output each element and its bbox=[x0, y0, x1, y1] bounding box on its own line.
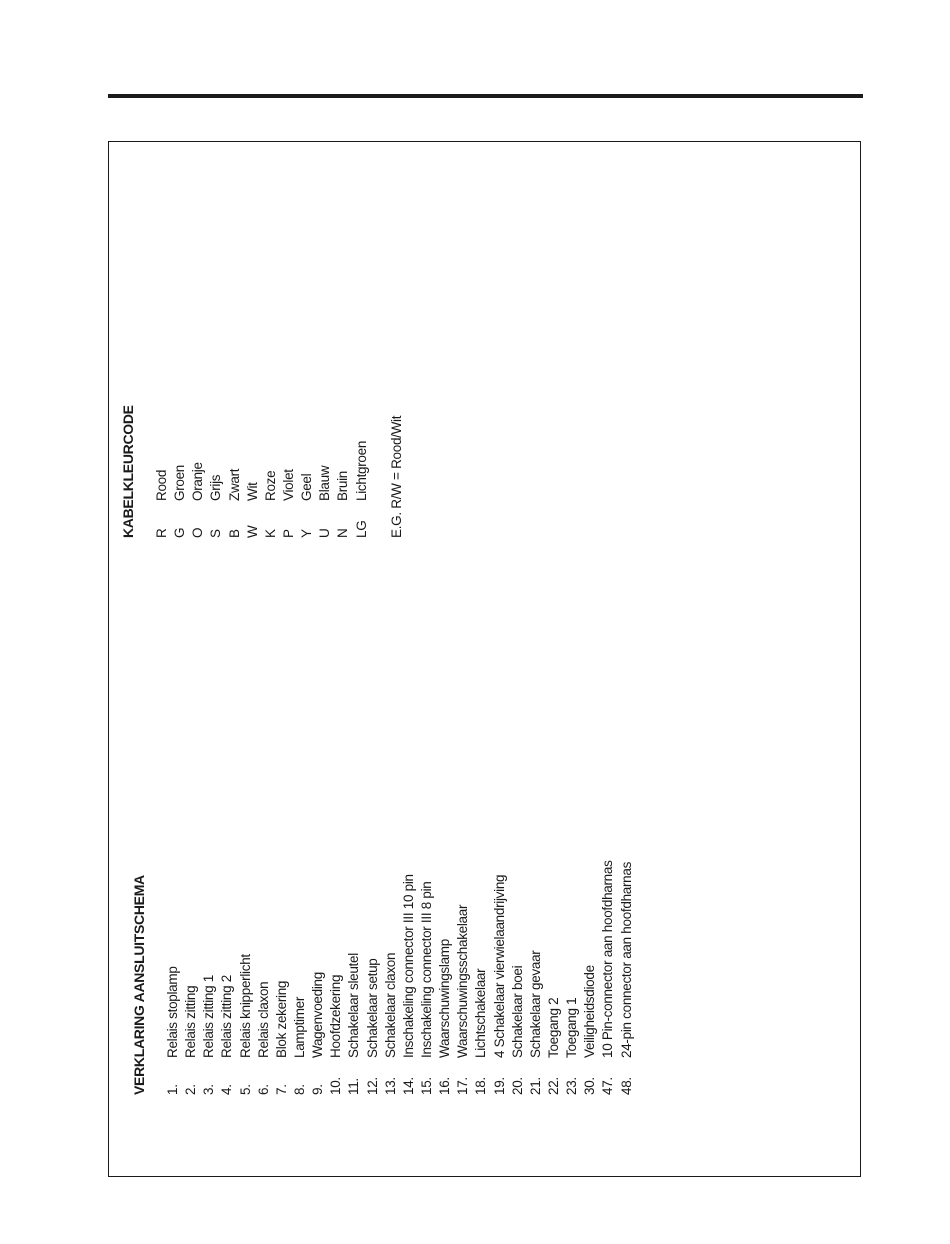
legend-item-number: 5. bbox=[237, 1084, 253, 1095]
colorcode-color-name: Grijs bbox=[208, 474, 224, 501]
colorcode-color-name: Zwart bbox=[226, 468, 242, 501]
legend-item-number: 12. bbox=[364, 1077, 380, 1095]
legend-item-number: 6. bbox=[255, 1084, 271, 1095]
colorcode-color-name: Groen bbox=[172, 464, 188, 501]
colorcode-color-name: Bruin bbox=[335, 470, 351, 501]
legend-item bbox=[563, 860, 581, 1095]
legend-item-label: Schakelaar boei bbox=[509, 965, 525, 1058]
legend-item-label: Relais zitting 2 bbox=[219, 975, 235, 1058]
colorcode-abbrev: R bbox=[154, 528, 169, 538]
colorcode-color-name: Rood bbox=[154, 469, 169, 501]
legend-item-number: 15. bbox=[418, 1077, 434, 1095]
legend-item bbox=[581, 860, 599, 1095]
legend-item-number: 47. bbox=[600, 1077, 616, 1095]
legend-item bbox=[418, 860, 436, 1095]
legend-item-label: Relais stoplamp bbox=[165, 966, 180, 1058]
colorcode-abbrev: S bbox=[208, 529, 224, 538]
legend-item bbox=[364, 860, 382, 1095]
legend-item bbox=[182, 860, 200, 1095]
top-rule bbox=[108, 94, 863, 98]
colorcode-item bbox=[207, 405, 225, 538]
legend-item bbox=[273, 860, 291, 1095]
colorcode-abbrev: G bbox=[172, 527, 188, 538]
legend-item-label: Relais zitting 1 bbox=[201, 975, 217, 1058]
colorcode-item bbox=[334, 405, 352, 538]
legend-item-number: 14. bbox=[400, 1077, 416, 1095]
legend-item-number: 18. bbox=[473, 1077, 489, 1095]
colorcode-abbrev: N bbox=[335, 528, 351, 538]
legend-item-label: 4 Schakelaar vierwielaandrijving bbox=[491, 874, 507, 1058]
legend-item bbox=[618, 860, 636, 1095]
colorcode-abbrev: Y bbox=[299, 529, 315, 538]
legend-item-label: Schakelaar claxon bbox=[382, 952, 398, 1058]
legend-title: VERKLARING AANSLUITSCHEMA bbox=[131, 875, 147, 1095]
legend-item-number: 4. bbox=[219, 1084, 235, 1095]
legend-item bbox=[327, 860, 345, 1095]
legend-item-number: 2. bbox=[183, 1084, 199, 1095]
colorcode-item bbox=[298, 405, 316, 538]
legend-item-label: Lichtschakelaar bbox=[473, 968, 489, 1058]
legend-list bbox=[164, 860, 636, 1095]
legend-item bbox=[218, 860, 236, 1095]
legend-item-label: Waarschuwingslamp bbox=[437, 939, 453, 1058]
legend-item-number: 1. bbox=[165, 1084, 180, 1095]
legend-item-label: Waarschuwingsschakelaar bbox=[455, 904, 471, 1058]
legend-item-label: Inschakeling connector III 8 pin bbox=[418, 881, 434, 1058]
colorcode-item bbox=[153, 405, 171, 538]
colorcode-abbrev: U bbox=[317, 528, 333, 538]
legend-item bbox=[255, 860, 273, 1095]
legend-item-number: 11. bbox=[346, 1078, 362, 1095]
legend-item-label: Blok zekering bbox=[273, 980, 289, 1058]
legend-item-label: Relais knipperlicht bbox=[237, 954, 253, 1058]
colorcode-color-name: Wit bbox=[244, 482, 260, 501]
colorcode-color-name: Blauw bbox=[317, 465, 333, 501]
legend-item bbox=[436, 860, 454, 1095]
cable-color-code bbox=[117, 405, 406, 538]
legend-item-number: 13. bbox=[382, 1077, 398, 1095]
legend-item bbox=[454, 860, 472, 1095]
colorcode-example: E.G. R/W = Rood/Wit bbox=[388, 415, 404, 538]
legend-item-number: 30. bbox=[582, 1077, 598, 1095]
colorcode-item bbox=[244, 405, 262, 538]
legend-item-label: Schakelaar gevaar bbox=[527, 950, 543, 1058]
legend-item-number: 20. bbox=[509, 1077, 525, 1095]
colorcode-abbrev: B bbox=[226, 529, 242, 538]
legend-item-number: 48. bbox=[618, 1077, 634, 1095]
legend-item bbox=[291, 860, 309, 1095]
legend-item-label: Hoofdzekering bbox=[328, 974, 344, 1058]
legend-item-label: Wagenvoeding bbox=[310, 972, 326, 1058]
legend-item bbox=[527, 860, 545, 1095]
colorcode-color-name: Geel bbox=[299, 473, 315, 501]
colorcode-abbrev: K bbox=[262, 529, 278, 538]
legend-item-label: Lamptimer bbox=[291, 996, 307, 1058]
legend-item-number: 22. bbox=[545, 1077, 561, 1095]
colorcode-item bbox=[189, 405, 207, 538]
legend-item bbox=[309, 860, 327, 1095]
colorcode-item bbox=[280, 405, 298, 538]
legend-item-label: Veiligheidsdiode bbox=[582, 965, 598, 1058]
legend-item-number: 23. bbox=[564, 1077, 580, 1095]
legend-item-label: Inschakeling connector III 10 pin bbox=[400, 874, 416, 1058]
legend-item-label: Schakelaar setup bbox=[364, 958, 380, 1058]
legend-item-label: Relais claxon bbox=[255, 981, 271, 1058]
legend-item bbox=[509, 860, 527, 1095]
colorcode-list bbox=[153, 405, 371, 538]
legend-item bbox=[472, 860, 490, 1095]
colorcode-color-name: Oranje bbox=[190, 462, 206, 501]
colorcode-item bbox=[353, 405, 371, 538]
colorcode-item bbox=[171, 405, 189, 538]
legend-item bbox=[491, 860, 509, 1095]
legend-item-label: Relais zitting bbox=[183, 985, 199, 1058]
colorcode-item bbox=[226, 405, 244, 538]
colorcode-item bbox=[262, 405, 280, 538]
colorcode-color-name: Violet bbox=[280, 469, 296, 501]
colorcode-color-name: Roze bbox=[262, 470, 278, 501]
legend-item bbox=[545, 860, 563, 1095]
legend-item bbox=[164, 860, 182, 1095]
legend-item bbox=[400, 860, 418, 1095]
legend-item-number: 19. bbox=[491, 1077, 507, 1095]
legend-item-label: 24-pin connector aan hoofdharnas bbox=[618, 861, 634, 1058]
legend-item-label: Schakelaar sleutel bbox=[346, 953, 362, 1058]
legend-item bbox=[200, 860, 218, 1095]
legend-item-number: 7. bbox=[273, 1084, 289, 1095]
colorcode-abbrev: O bbox=[190, 527, 206, 538]
colorcode-abbrev: P bbox=[280, 529, 296, 538]
colorcode-abbrev: W bbox=[244, 525, 260, 538]
legend-item-number: 21. bbox=[527, 1077, 543, 1095]
legend-item bbox=[382, 860, 400, 1095]
legend-item bbox=[599, 860, 617, 1095]
colorcode-abbrev: LG bbox=[353, 520, 369, 538]
colorcode-item bbox=[316, 405, 334, 538]
legend-item-number: 3. bbox=[201, 1084, 217, 1095]
legend-item-label: Toegang 2 bbox=[545, 997, 561, 1058]
legend-item-label: 10 Pin-connector aan hoofdharnas bbox=[600, 860, 616, 1058]
legend-item bbox=[345, 860, 363, 1095]
legend-item-label: Toegang 1 bbox=[564, 997, 580, 1058]
legend-item bbox=[237, 860, 255, 1095]
legend-item-number: 8. bbox=[291, 1084, 307, 1095]
legend-item-number: 17. bbox=[455, 1077, 471, 1095]
legend-item-number: 16. bbox=[437, 1077, 453, 1095]
legend-item-number: 10. bbox=[328, 1077, 344, 1095]
wiring-legend bbox=[128, 860, 636, 1095]
legend-item-number: 9. bbox=[310, 1084, 326, 1095]
colorcode-color-name: Lichtgroen bbox=[353, 440, 369, 501]
colorcode-title: KABELKLEURCODE bbox=[120, 405, 136, 538]
